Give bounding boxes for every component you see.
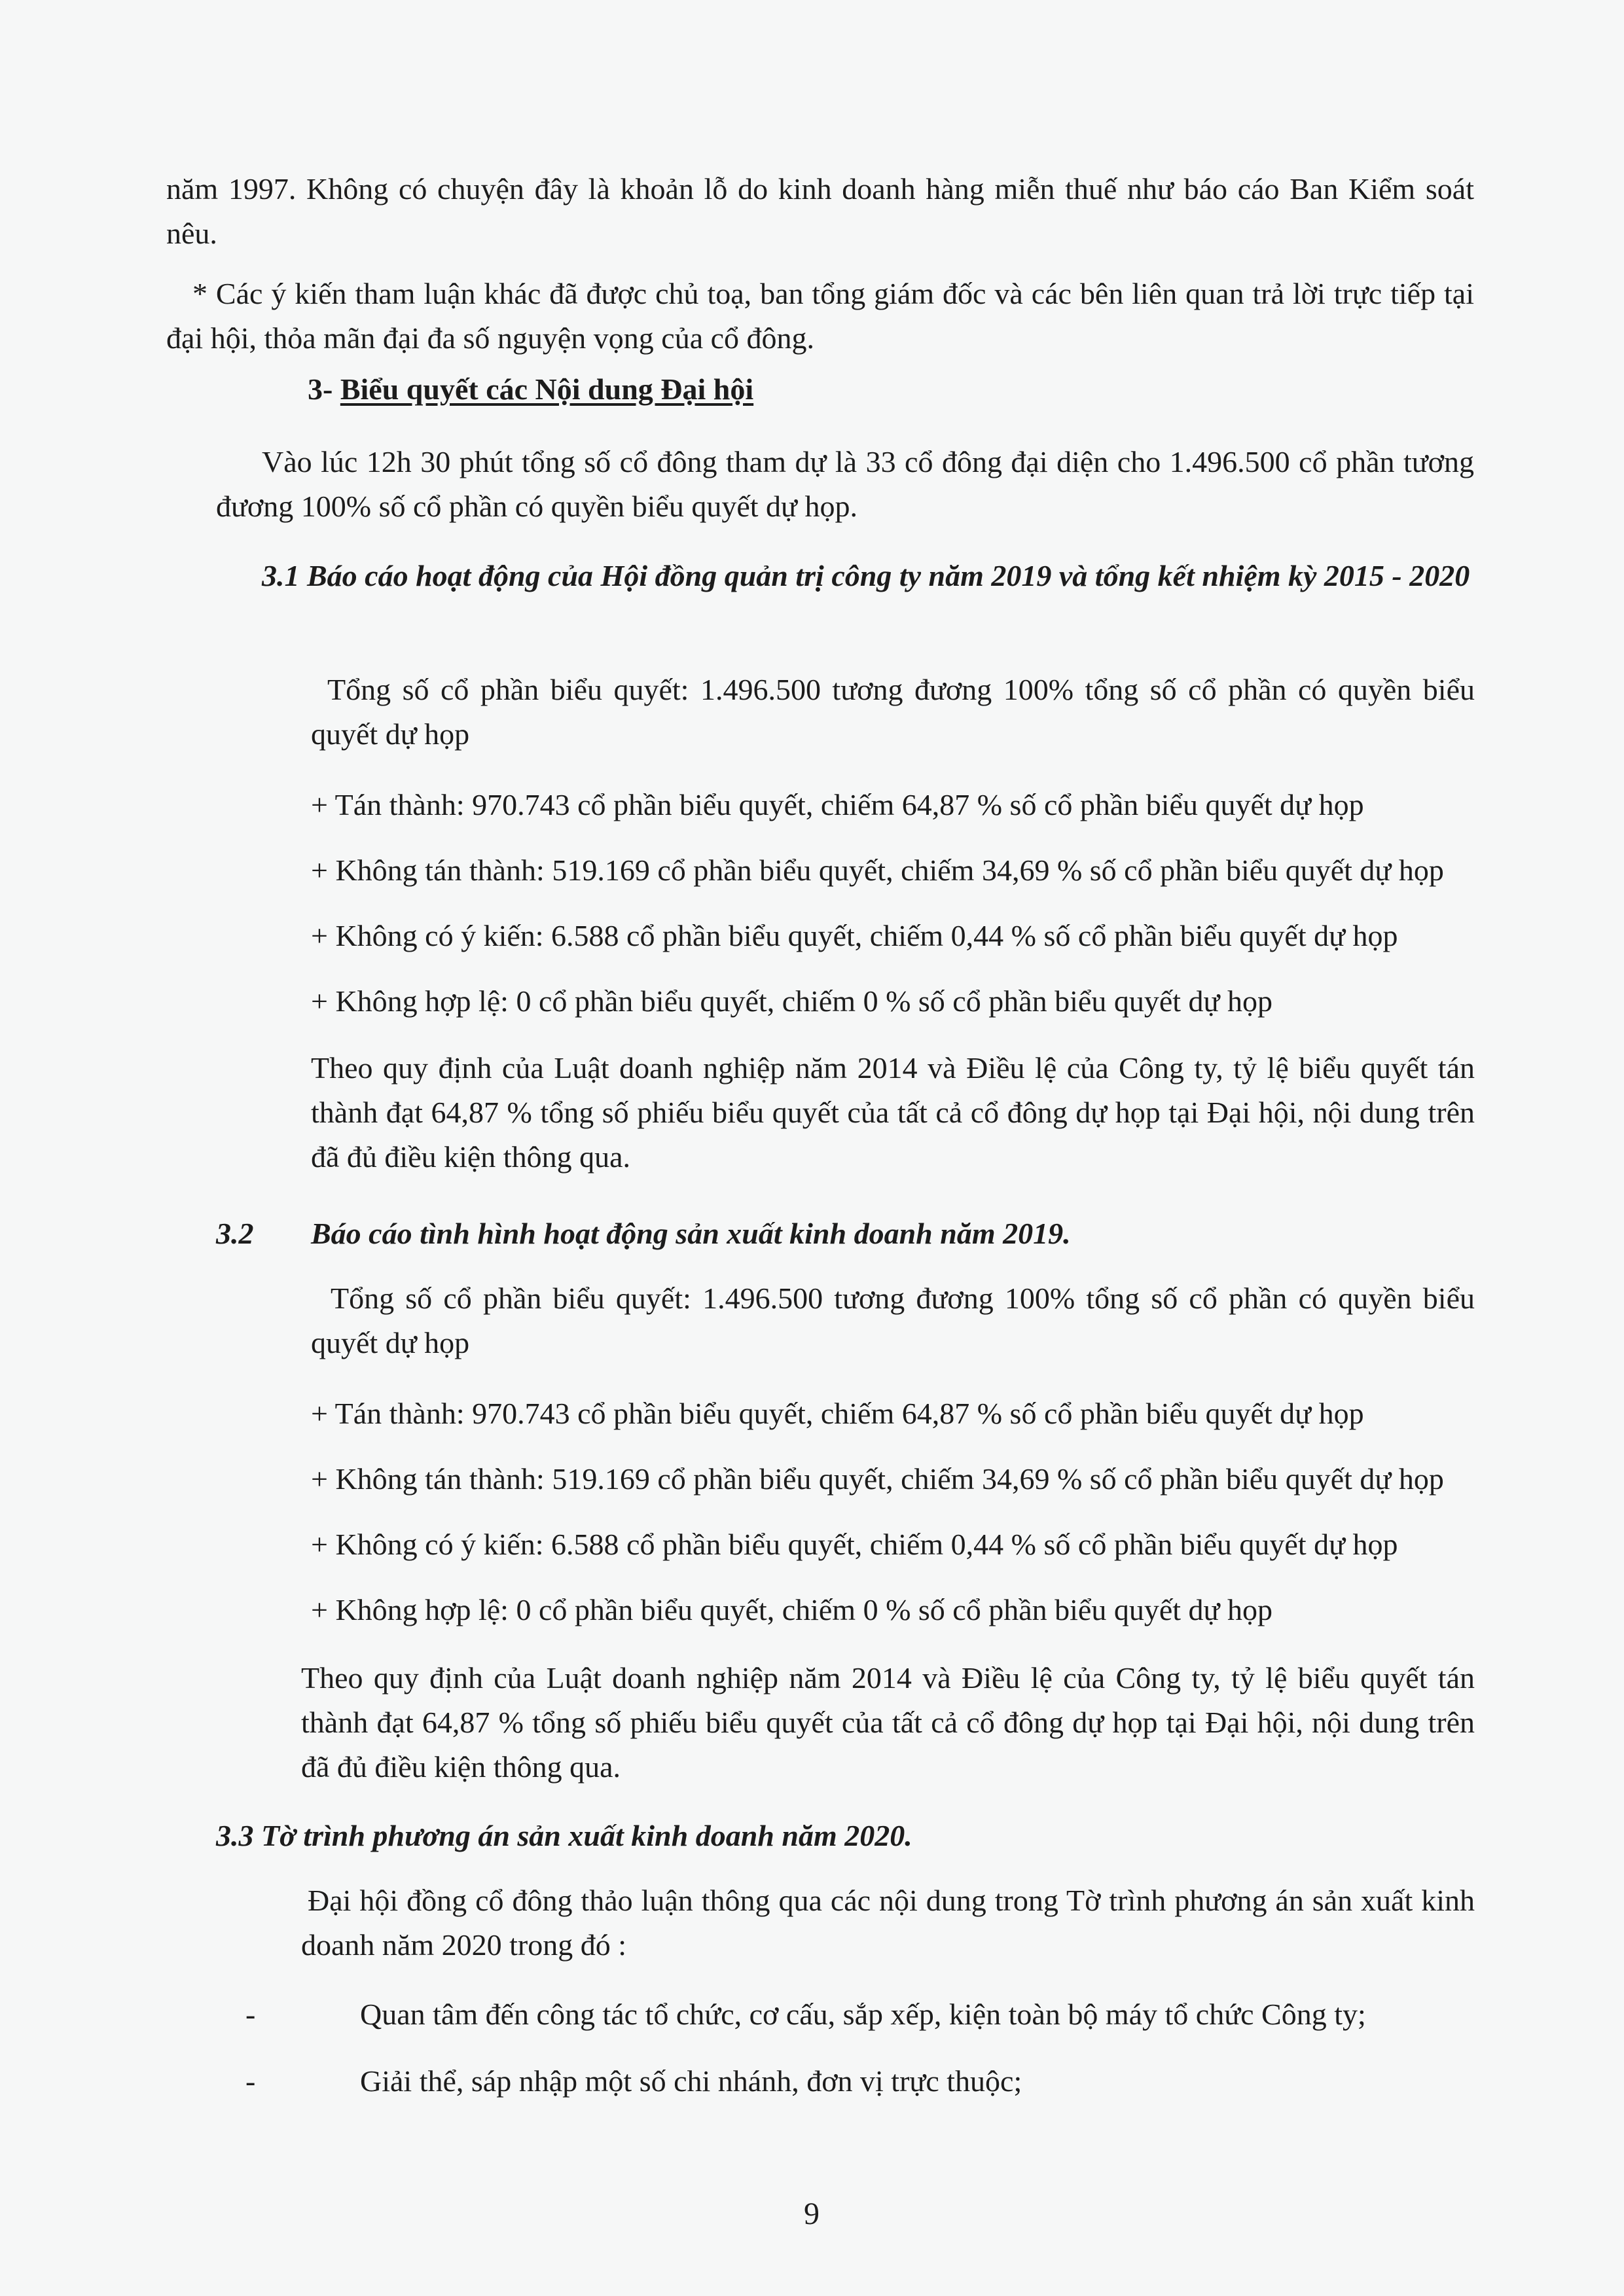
paragraph-tail: năm 1997. Không có chuyện đây là khoản lỗ do kinh doanh hàng miễn thuế như báo cáo Ban Kiểm soát nêu. [166,172,1474,250]
section-3-heading [308,370,753,409]
section-3-3-title: 3.3 Tờ trình phương án sản xuất kinh doanh năm 2020. [216,1819,912,1852]
section-3-title: Biểu quyết các Nội dung Đại hội [340,372,754,406]
section-3-1-vote-abstain: + Không có ý kiến: 6.588 cổ phần biểu quyết, chiếm 0,44 % số cổ phần biểu quyết dự họp [311,919,1398,952]
bullet-item: Quan tâm đến công tác tổ chức, cơ cấu, sắp xếp, kiện toàn bộ máy tổ chức Công ty; [360,1998,1366,2031]
section-3-1-conclusion: Theo quy định của Luật doanh nghiệp năm 2014 và Điều lệ của Công ty, tỷ lệ biểu quyết tán thành đạt 64,87 % tổng số phiếu biểu quyết của tất cả cổ đông dự họp tại Đại hội, nội dung trên đã đủ điều kiện thông qua. [311,1051,1475,1174]
paragraph-attendance: Vào lúc 12h 30 phút tổng số cổ đông tham dự là 33 cổ đông đại diện cho 1.496.500 cổ phần tương đương 100% số cổ phần có quyền biểu quyết dự họp. [216,445,1474,523]
section-3-2-number: 3.2 [216,1217,254,1250]
section-3-2-vote-approve: + Tán thành: 970.743 cổ phần biểu quyết, chiếm 64,87 % số cổ phần biểu quyết dự họp [311,1397,1364,1430]
section-3-1-total: Tổng số cổ phần biểu quyết: 1.496.500 tương đương 100% tổng số cổ phần có quyền biểu quyết dự họp [311,673,1475,751]
page-number: 9 [804,2197,820,2231]
paragraph-comments: * Các ý kiến tham luận khác đã được chủ toạ, ban tổng giám đốc và các bên liên quan trả lời trực tiếp tại đại hội, thỏa mãn đại đa số nguyện vọng của cổ đông. [166,277,1474,355]
section-3-1-title: 3.1 Báo cáo hoạt động của Hội đồng quản trị công ty năm 2019 và tổng kết nhiệm kỳ 2015 - 2020 [262,559,1470,592]
section-3-1-vote-reject: + Không tán thành: 519.169 cổ phần biểu quyết, chiếm 34,69 % số cổ phần biểu quyết dự họp [311,853,1444,887]
section-3-3-intro: Đại hội đồng cổ đông thảo luận thông qua các nội dung trong Tờ trình phương án sản xuất kinh doanh năm 2020 trong đó : [301,1884,1475,1962]
section-3-2-conclusion: Theo quy định của Luật doanh nghiệp năm 2014 và Điều lệ của Công ty, tỷ lệ biểu quyết tán thành đạt 64,87 % tổng số phiếu biểu quyết của tất cả cổ đông dự họp tại Đại hội, nội dung trên đã đủ điều kiện thông qua. [301,1661,1475,1784]
section-3-2-vote-reject: + Không tán thành: 519.169 cổ phần biểu quyết, chiếm 34,69 % số cổ phần biểu quyết dự họp [311,1462,1444,1496]
bullet-item: Giải thể, sáp nhập một số chi nhánh, đơn vị trực thuộc; [360,2064,1022,2098]
section-3-2-total: Tổng số cổ phần biểu quyết: 1.496.500 tương đương 100% tổng số cổ phần có quyền biểu quyết dự họp [311,1282,1475,1359]
bullet-dash: - [245,2064,256,2098]
section-3-1-vote-approve: + Tán thành: 970.743 cổ phần biểu quyết, chiếm 64,87 % số cổ phần biểu quyết dự họp [311,788,1364,821]
section-3-number: 3- [308,372,333,406]
section-3-1-vote-invalid: + Không hợp lệ: 0 cổ phần biểu quyết, chiếm 0 % số cổ phần biểu quyết dự họp [311,984,1272,1018]
section-3-2-heading [216,1214,254,1253]
section-3-2-vote-abstain: + Không có ý kiến: 6.588 cổ phần biểu quyết, chiếm 0,44 % số cổ phần biểu quyết dự họp [311,1528,1398,1561]
bullet-dash: - [245,1998,256,2031]
section-3-2-vote-invalid: + Không hợp lệ: 0 cổ phần biểu quyết, chiếm 0 % số cổ phần biểu quyết dự họp [311,1593,1272,1626]
section-3-2-title: Báo cáo tình hình hoạt động sản xuất kinh doanh năm 2019. [311,1217,1071,1250]
